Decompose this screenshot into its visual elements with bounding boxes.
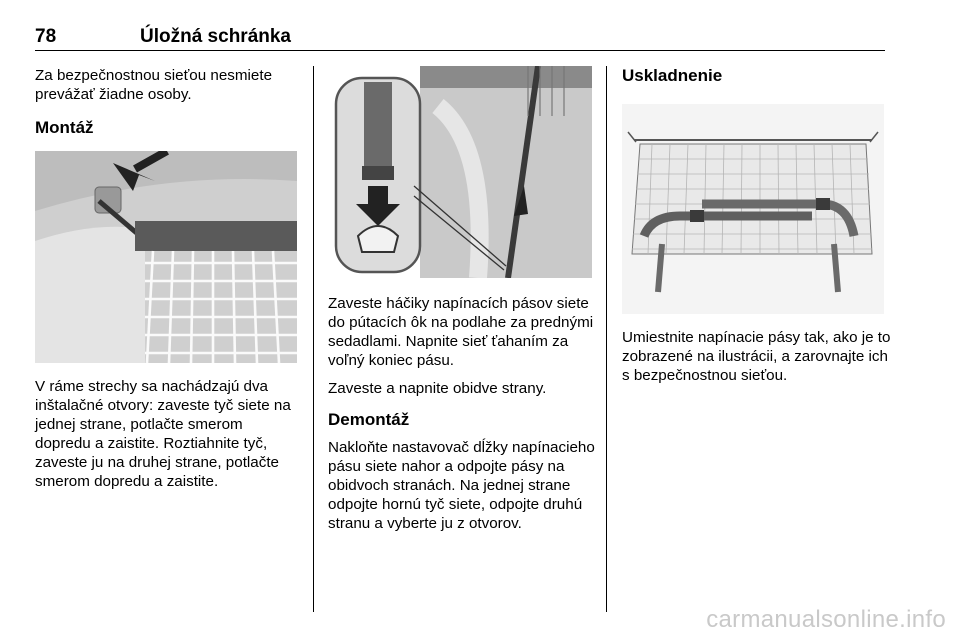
column-right (622, 66, 892, 385)
hooks-paragraph: Zaveste háčiky napínacích pásov siete do pútacích ôk na podlahe za prednými sedadlami. Napnite sieť ťahaním za voľný koniec pásu. (328, 295, 594, 369)
storage-paragraph: Umiestnite napínacie pásy tak, ako je to zobrazené na ilustrácii, a zarovnajte ich s bezpečnostnou sieťou. (622, 329, 891, 384)
column-middle (328, 66, 596, 533)
column-divider-1 (313, 66, 314, 612)
column-left (35, 66, 300, 491)
remove-paragraph: Nakloňte nastavovač dĺžky napínacieho pásu siete nahor a odpojte pásy na obidvoch stranách. Na jednej strane odpojte hornú tyč siete, odpojte druhú stranu a vyberte ju z otvorov. (328, 439, 595, 532)
page-header (35, 26, 885, 50)
chapter-title: Úložná schránka (140, 26, 291, 47)
mount-paragraph: V ráme strechy sa nachádzajú dva inštalačné otvory: zaveste tyč siete na jednej strane, potlačte smerom dopredu a zaistite. Roztiahnite tyč, zaveste ju na druhej strane, potlačte smerom dopredu a zaistite. (35, 378, 291, 490)
heading-mount: Montáž (35, 118, 94, 137)
watermark: carmanualsonline.info (706, 606, 946, 633)
page-number: 78 (35, 26, 57, 47)
heading-storage: Uskladnenie (622, 66, 723, 85)
column-divider-2 (606, 66, 607, 612)
header-rule (35, 50, 885, 51)
mounting-illustration (35, 151, 297, 363)
heading-remove: Demontáž (328, 410, 410, 429)
storage-illustration (622, 104, 884, 314)
intro-paragraph: Za bezpečnostnou sieťou nesmiete prevážať žiadne osoby. (35, 67, 273, 103)
hook-illustration (328, 66, 592, 278)
both-sides-paragraph: Zaveste a napnite obidve strany. (328, 380, 547, 397)
